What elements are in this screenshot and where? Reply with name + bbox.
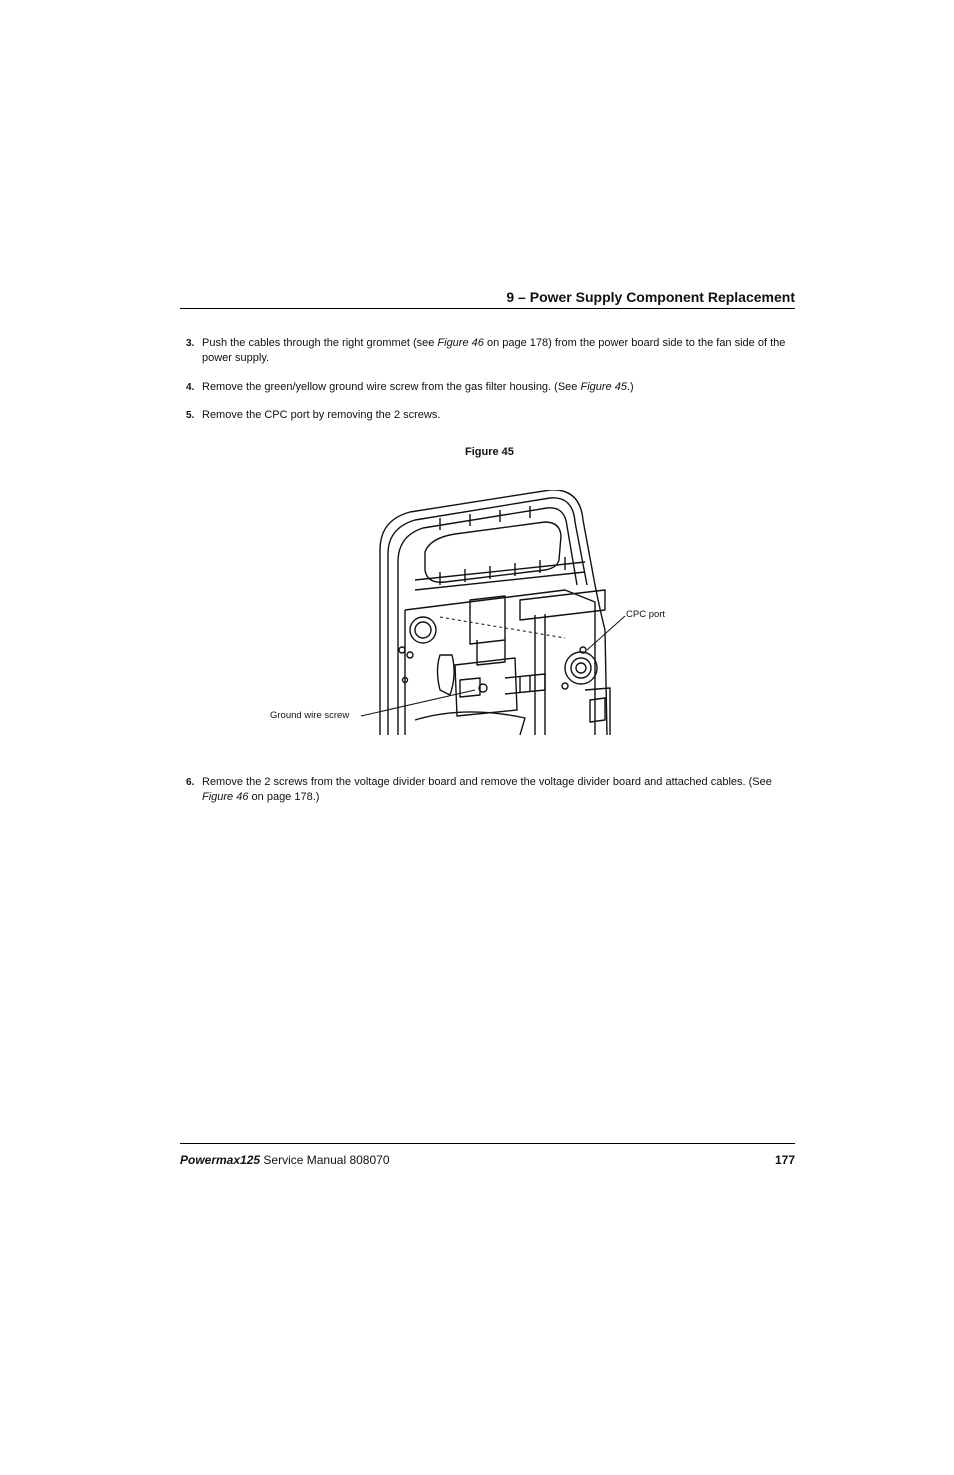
step-6 — [186, 775, 796, 805]
header-rule — [180, 308, 795, 309]
step-number: 5. — [186, 410, 195, 421]
section-title: 9 – Power Supply Component Replacement — [506, 289, 795, 305]
figure-reference[interactable]: Figure 45 — [580, 381, 627, 393]
step-text: Push the cables through the right grommet (see Figure 46 on page 178) from the power board side to the fan side of the power supply. — [202, 337, 786, 364]
page-number: 177 — [774, 1153, 795, 1167]
callout-cpc-port: CPC port — [626, 609, 666, 620]
step-3 — [186, 336, 796, 366]
figure-reference[interactable]: Figure 46 — [202, 791, 249, 803]
footer-manual-info — [180, 1153, 390, 1167]
power-supply-illustration — [265, 490, 685, 740]
step-5 — [186, 408, 796, 423]
step-number: 4. — [186, 382, 195, 393]
footer-rule — [180, 1143, 795, 1144]
step-number: 6. — [186, 777, 195, 788]
step-text: Remove the 2 screws from the voltage divider board and remove the voltage divider board and attached cables. (See Figure 46 on page 178.) — [202, 776, 772, 803]
product-name: Powermax125 — [180, 1153, 261, 1167]
step-text: Remove the green/yellow ground wire screw from the gas filter housing. (See Figure 45.) — [202, 381, 634, 393]
step-text: Remove the CPC port by removing the 2 screws. — [202, 409, 441, 421]
figure-caption: Figure 45 — [465, 446, 514, 458]
manual-number: Service Manual 808070 — [263, 1153, 390, 1167]
step-4 — [186, 380, 796, 395]
callout-ground-wire-screw: Ground wire screw — [270, 710, 350, 721]
step-number: 3. — [186, 338, 195, 349]
figure-reference[interactable]: Figure 46 — [437, 337, 484, 349]
